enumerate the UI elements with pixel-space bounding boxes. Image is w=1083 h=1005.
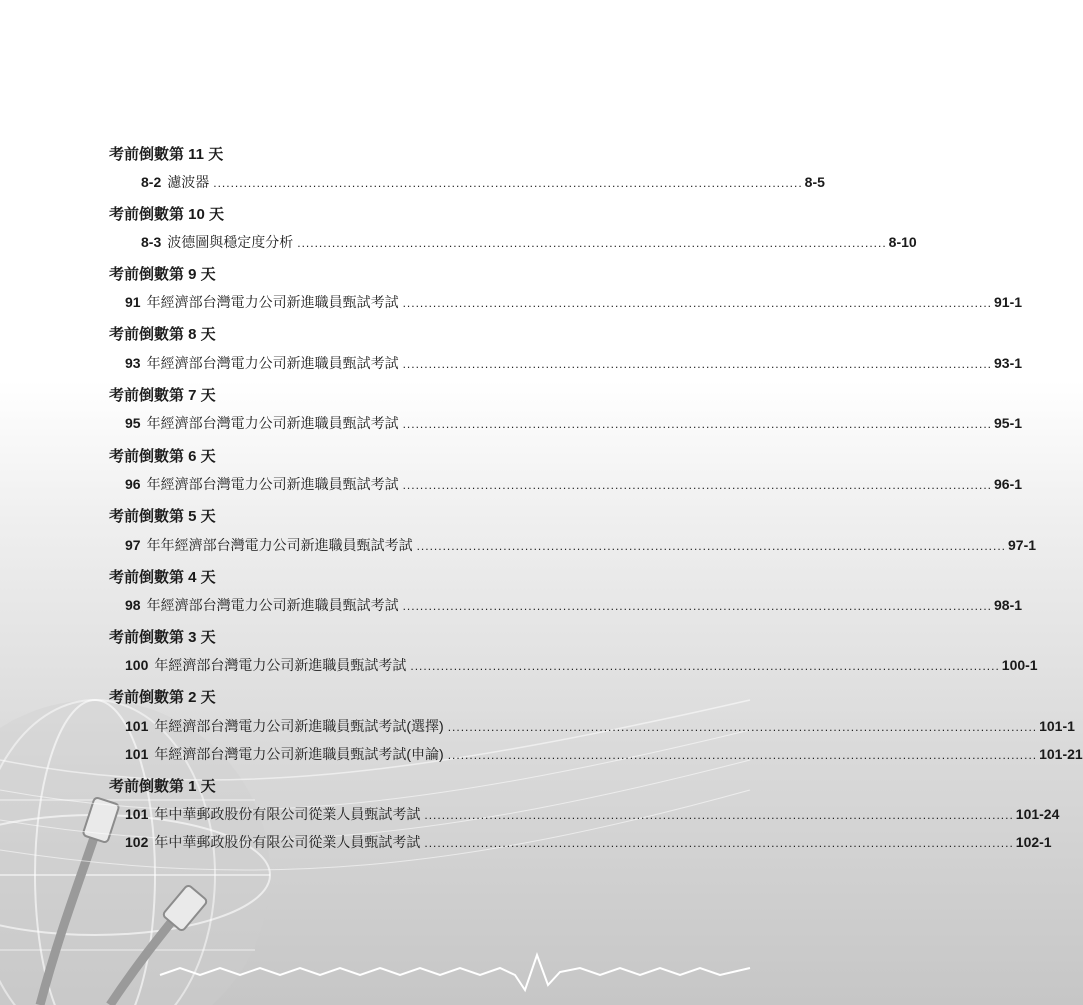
toc-entry[interactable]	[125, 536, 1037, 555]
dot-leader: ........................................................................................................................................	[213, 176, 803, 190]
toc-entry[interactable]	[125, 833, 1052, 852]
dot-leader: ........................................................................................................................................	[297, 236, 887, 250]
dot-leader: ........................................................................................................................................	[402, 417, 992, 431]
day-heading: 考前倒數第 9 天	[109, 266, 216, 283]
entry-title: 年經濟部台灣電力公司新進職員甄試考試	[146, 294, 399, 310]
entry-number: 93	[125, 355, 141, 371]
dot-leader: ........................................................................................................................................	[424, 808, 1014, 822]
dot-leader: ........................................................................................................................................	[402, 599, 992, 613]
toc-entry[interactable]	[125, 293, 1023, 312]
entry-page: 102-1	[1015, 834, 1052, 850]
entry-number: 98	[125, 597, 141, 613]
day-heading: 考前倒數第 8 天	[109, 326, 216, 343]
toc-entry[interactable]	[125, 354, 1023, 373]
day-heading: 考前倒數第 11 天	[109, 146, 224, 163]
entry-page: 100-1	[1001, 657, 1038, 673]
entry-page: 101-1	[1039, 718, 1075, 734]
toc-entry[interactable]	[125, 717, 1075, 736]
day-heading: 考前倒數第 2 天	[109, 689, 216, 706]
entry-number: 8-2	[141, 174, 162, 190]
dot-leader: ........................................................................................................................................	[402, 478, 992, 492]
entry-number: 8-3	[141, 234, 162, 250]
entry-title: 年經濟部台灣電力公司新進職員甄試考試(申論)	[154, 746, 444, 762]
toc-entry[interactable]	[141, 233, 917, 252]
day-heading: 考前倒數第 10 天	[109, 206, 225, 223]
dot-leader: ........................................................................................................................................	[416, 539, 1006, 553]
entry-title: 年中華郵政股份有限公司從業人員甄試考試	[154, 806, 421, 822]
entry-title: 年經濟部台灣電力公司新進職員甄試考試	[146, 597, 399, 613]
dot-leader: ........................................................................................................................................	[424, 836, 1014, 850]
toc-entry[interactable]	[125, 656, 1038, 675]
entry-page: 101-21	[1039, 746, 1083, 762]
entry-page: 98-1	[994, 597, 1023, 613]
day-heading: 考前倒數第 3 天	[109, 629, 216, 646]
entry-page: 8-10	[888, 234, 917, 250]
entry-title: 年年經濟部台灣電力公司新進職員甄試考試	[146, 537, 413, 553]
entry-title: 波德圖與穩定度分析	[167, 234, 294, 250]
entry-number: 101	[125, 718, 149, 734]
toc-entry[interactable]	[125, 475, 1023, 494]
entry-page: 97-1	[1008, 537, 1037, 553]
toc-entry[interactable]	[125, 596, 1023, 615]
entry-number: 97	[125, 537, 141, 553]
entry-page: 8-5	[804, 174, 825, 190]
entry-number: 96	[125, 476, 141, 492]
entry-number: 102	[125, 834, 149, 850]
entry-title: 年經濟部台灣電力公司新進職員甄試考試	[146, 415, 399, 431]
entry-page: 101-24	[1015, 806, 1060, 822]
day-heading: 考前倒數第 6 天	[109, 448, 216, 465]
dot-leader: ........................................................................................................................................	[402, 357, 992, 371]
entry-title: 濾波器	[167, 174, 210, 190]
entry-page: 95-1	[994, 415, 1023, 431]
day-heading: 考前倒數第 1 天	[109, 778, 216, 795]
day-heading: 考前倒數第 7 天	[109, 387, 216, 404]
entry-number: 91	[125, 294, 141, 310]
entry-number: 101	[125, 746, 149, 762]
entry-title: 年經濟部台灣電力公司新進職員甄試考試(選擇)	[154, 718, 444, 734]
dot-leader: ........................................................................................................................................	[447, 748, 1038, 762]
entry-number: 95	[125, 415, 141, 431]
toc-entry[interactable]	[125, 805, 1060, 824]
toc-entry[interactable]	[125, 414, 1023, 433]
entry-number: 100	[125, 657, 149, 673]
entry-page: 96-1	[994, 476, 1023, 492]
entry-page: 93-1	[994, 355, 1023, 371]
entry-number: 101	[125, 806, 149, 822]
day-heading: 考前倒數第 5 天	[109, 508, 216, 525]
day-heading: 考前倒數第 4 天	[109, 569, 216, 586]
toc-entry[interactable]	[141, 173, 825, 192]
entry-title: 年經濟部台灣電力公司新進職員甄試考試	[154, 657, 407, 673]
dot-leader: ........................................................................................................................................	[447, 720, 1038, 734]
entry-title: 年中華郵政股份有限公司從業人員甄試考試	[154, 834, 421, 850]
entry-title: 年經濟部台灣電力公司新進職員甄試考試	[146, 476, 399, 492]
entry-title: 年經濟部台灣電力公司新進職員甄試考試	[146, 355, 399, 371]
toc-entry[interactable]	[125, 745, 1083, 764]
entry-page: 91-1	[994, 294, 1023, 310]
dot-leader: ........................................................................................................................................	[410, 659, 1000, 673]
dot-leader: ........................................................................................................................................	[402, 296, 992, 310]
